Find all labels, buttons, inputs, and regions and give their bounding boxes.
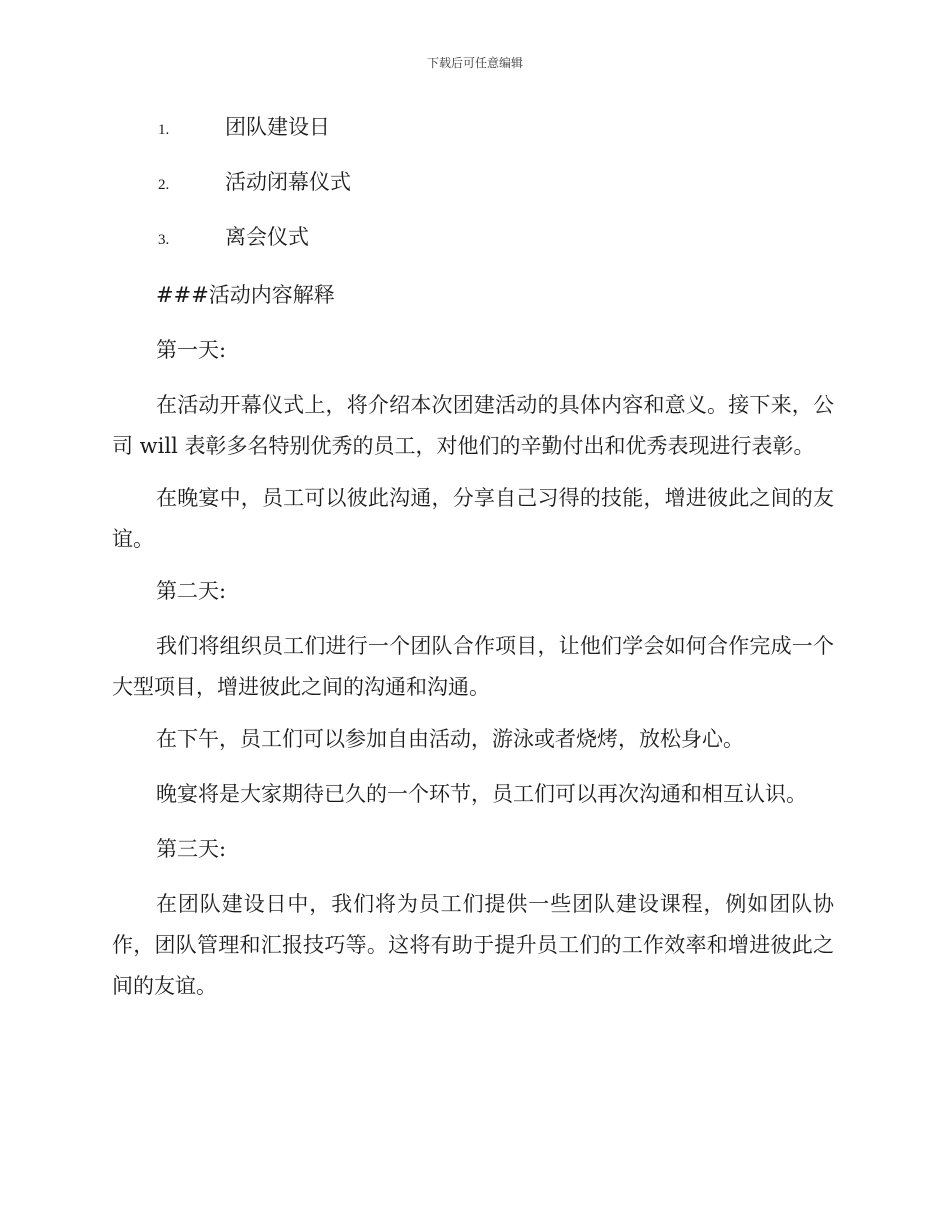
page-header-note: 下载后可任意编辑 (426, 56, 523, 70)
day3-title: 第三天: (156, 837, 227, 861)
list-item (112, 220, 834, 275)
day2-paragraph-3: 晚宴将是大家期待已久的一个环节，员工们可以再次沟通和相互认识。 (156, 782, 807, 806)
list-item (112, 165, 834, 220)
day2-paragraph-1: 我们将组织员工们进行一个团队合作项目，让他们学会如何合作完成一个大型项目，增进彼此之间的沟通和沟通。 (112, 634, 834, 699)
list-number: 1. (158, 122, 170, 138)
document-body (112, 110, 834, 1018)
day3-paragraph-1: 在团队建设日中，我们将为员工们提供一些团队建设课程，例如团队协作，团队管理和汇报技巧等。这将有助于提升员工们的工作效率和增进彼此之间的友谊。 (112, 892, 834, 998)
day2-title: 第二天: (156, 579, 227, 603)
list-number: 2. (158, 177, 170, 193)
day1-paragraph-1: 在活动开幕仪式上，将介绍本次团建活动的具体内容和意义。接下来，公司 will 表彰多名特别优秀的员工，对他们的辛勤付出和优秀表现进行表彰。 (112, 393, 834, 458)
section-heading: ###活动内容解释 (156, 283, 335, 307)
list-number: 3. (158, 232, 170, 248)
day1-paragraph-2: 在晚宴中，员工可以彼此沟通，分享自己习得的技能，增进彼此之间的友谊。 (112, 486, 834, 551)
list-item (112, 110, 834, 165)
list-text: 离会仪式 (225, 225, 309, 249)
list-text: 团队建设日 (225, 115, 330, 139)
day1-title: 第一天: (156, 338, 227, 362)
day2-paragraph-2: 在下午，员工们可以参加自由活动，游泳或者烧烤，放松身心。 (156, 727, 744, 751)
list-text: 活动闭幕仪式 (225, 170, 351, 194)
